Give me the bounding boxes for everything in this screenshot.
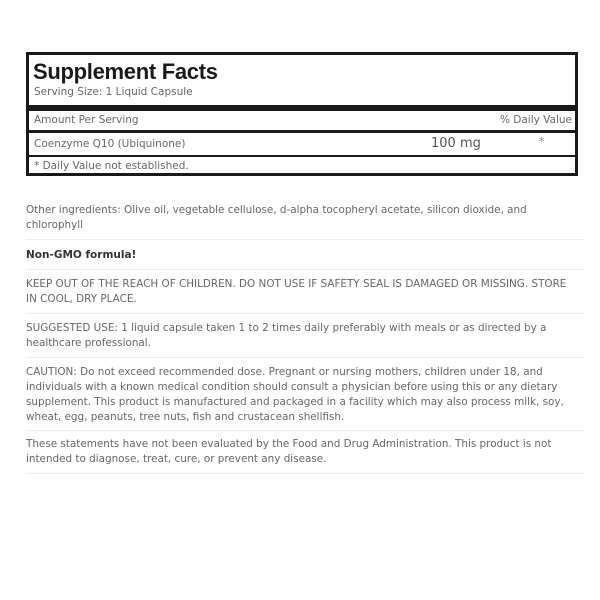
ingredient-amount: 100 mg xyxy=(431,136,481,151)
section-divider xyxy=(26,357,584,358)
ingredient-name: Coenzyme Q10 (Ubiquinone) xyxy=(34,138,186,150)
caution-text: CAUTION: Do not exceed recommended dose. Pregnant or nursing mothers, children under 18, and individuals with a known medical condition should consult a physician before using this or any dietary supplement. This product is manufactured and packaged in a facility which may also process milk, soy, wheat, egg, peanuts, tree nuts, fish and crustacean shellfish. xyxy=(26,366,564,423)
section-divider xyxy=(26,269,584,270)
section-divider xyxy=(26,430,584,431)
fda-disclaimer-text: These statements have not been evaluated by the Food and Drug Administration. This product is not intended to diagnose, treat, cure, or prevent any disease. xyxy=(26,438,552,465)
non-gmo-text: Non-GMO formula! xyxy=(26,249,137,261)
amount-per-serving-header: Amount Per Serving xyxy=(34,114,139,126)
footer-divider xyxy=(29,155,575,157)
daily-value-header: % Daily Value xyxy=(499,114,572,126)
section-divider xyxy=(26,473,584,474)
ingredient-daily-value: * xyxy=(539,135,545,148)
supplement-facts-panel xyxy=(26,52,578,176)
serving-size: Serving Size: 1 Liquid Capsule xyxy=(34,86,193,98)
warning-text: KEEP OUT OF THE REACH OF CHILDREN. DO NOT USE IF SAFETY SEAL IS DAMAGED OR MISSING. STORE IN COOL, DRY PLACE. xyxy=(26,278,567,305)
daily-value-footnote: * Daily Value not established. xyxy=(34,160,189,172)
panel-title: Supplement Facts xyxy=(33,59,218,84)
header-divider xyxy=(29,130,575,133)
thick-divider xyxy=(29,105,575,111)
other-ingredients-text: Other ingredients: Olive oil, vegetable cellulose, d-alpha tocopheryl acetate, silicon dioxide, and chlorophyll xyxy=(26,204,527,231)
section-divider xyxy=(26,313,584,314)
section-divider xyxy=(26,239,584,240)
suggested-use-text: SUGGESTED USE: 1 liquid capsule taken 1 to 2 times daily preferably with meals or as directed by a healthcare professional. xyxy=(26,322,547,349)
